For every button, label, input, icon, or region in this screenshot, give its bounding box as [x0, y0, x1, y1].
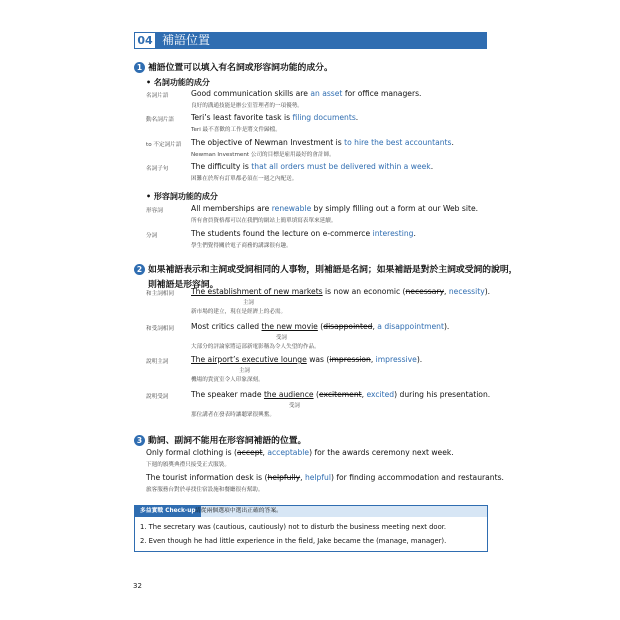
adj-example-sentence-start: All memberships are	[191, 204, 272, 213]
noun-example-sentence-end: .	[355, 113, 359, 122]
sentence-middle: (	[317, 322, 324, 331]
underlined-phrase: the audience	[263, 390, 314, 399]
rule-1-number: 1	[134, 62, 145, 73]
checkup-box	[134, 505, 488, 552]
rule-2-text-line2: 則補語是形容詞。	[148, 280, 219, 290]
noun-subheading: • 名詞功能的成分	[146, 78, 210, 87]
adj-example-complement: interesting	[372, 229, 414, 238]
adj-example-sentence-start: The students found the lecture on e-commerce	[191, 229, 373, 238]
noun-example-translation: Teri 最不喜歡的工作是將文件歸檔。	[191, 127, 281, 133]
rule-2-example-sentence	[191, 390, 490, 399]
sentence-middle: is now an economic (	[322, 287, 406, 296]
wrong-option: impression	[329, 355, 371, 364]
rule-3-number: 3	[134, 435, 145, 446]
rule-1-text: 補語位置可以填入有名詞或形容詞功能的成分。	[148, 63, 333, 73]
noun-example-complement: filing documents	[292, 113, 356, 122]
option-separator: ,	[300, 473, 305, 482]
rule-3-example-translation: 下週的頒獎典禮只接受正式服裝。	[146, 462, 230, 468]
option-separator: ,	[361, 390, 367, 399]
sentence-end: ) for the awards ceremony next week.	[309, 448, 454, 457]
noun-example-label: 名詞子句	[146, 166, 169, 172]
adj-example-sentence	[191, 204, 478, 213]
adj-example-label: 分詞	[146, 233, 158, 239]
sentence-start: Most critics called	[191, 322, 262, 331]
role-tag: 受詞	[276, 335, 287, 341]
sentence-end: ).	[443, 322, 450, 331]
role-tag: 主詞	[243, 300, 254, 306]
noun-example-label: 名詞片語	[146, 93, 169, 99]
noun-example-label: 動名詞片語	[146, 117, 174, 123]
correct-option: acceptable	[267, 448, 310, 457]
wrong-option: helpfully	[267, 473, 301, 482]
adj-example-label: 形容詞	[146, 208, 163, 214]
underlined-phrase: The airport’s executive lounge	[191, 355, 307, 364]
sentence-start: The tourist information desk is (	[146, 473, 268, 482]
underlined-phrase: The establishment of new markets	[191, 287, 323, 296]
noun-example-complement: to hire the best accountants	[344, 138, 452, 147]
checkup-instruction: 請從兩個選項中選出正確的答案。	[195, 508, 282, 514]
correct-option: helpful	[304, 473, 331, 482]
noun-example-label: to 不定詞片語	[146, 142, 182, 148]
checkup-question-1: 1. The secretary was (cautious, cautiously) not to disturb the business meeting next door.	[140, 523, 447, 531]
rule-2-example-label: 說明受詞	[146, 394, 169, 400]
option-separator: ,	[372, 322, 378, 331]
section-title: 補語位置	[162, 33, 211, 47]
correct-option: necessity	[448, 287, 485, 296]
correct-option: impressive	[375, 355, 417, 364]
correct-option: a disappointment	[377, 322, 444, 331]
rule-2-example-sentence	[191, 355, 422, 364]
option-separator: ,	[444, 287, 449, 296]
section-number: 04	[134, 32, 156, 49]
adj-example-sentence-end: .	[413, 229, 416, 238]
correct-option: excited	[366, 390, 395, 399]
rule-1-heading	[134, 60, 333, 73]
noun-example-sentence-start: Good communication skills are	[191, 89, 311, 98]
noun-example-translation: 困難在於所有訂單都必須在一週之內配送。	[191, 176, 298, 182]
wrong-option: necessary	[405, 287, 445, 296]
noun-example-sentence	[191, 162, 433, 171]
sentence-end: ) during his presentation.	[394, 390, 491, 399]
rule-2-text-line1: 如果補語表示和主詞或受詞相同的人事物，則補語是名詞；如果補語是對於主詞或受詞的說明，	[148, 265, 518, 275]
noun-example-sentence	[191, 113, 358, 122]
noun-example-sentence-end: .	[451, 138, 454, 147]
sentence-start: The speaker made	[191, 390, 264, 399]
page-number: 32	[133, 582, 142, 590]
adj-subheading: • 形容詞功能的成分	[146, 192, 218, 201]
sentence-end: ) for finding accommodation and restaurants.	[330, 473, 504, 482]
noun-example-sentence	[191, 89, 421, 98]
noun-example-sentence-end: .	[430, 162, 434, 171]
rule-2-example-label: 和受詞相同	[146, 326, 174, 332]
adj-example-sentence	[191, 229, 416, 238]
adj-example-translation: 所有會員資格都可以在我們的網站上簡單填寫表單來延續。	[191, 218, 337, 224]
sentence-start: Only formal clothing is (	[146, 448, 238, 457]
option-separator: ,	[262, 448, 268, 457]
sentence-middle: was (	[306, 355, 330, 364]
option-separator: ,	[370, 355, 376, 364]
rule-3-example-sentence	[146, 473, 504, 482]
rule-2-example-translation: 大部分的評論家將這部新電影稱為令人失望的作品。	[191, 344, 320, 350]
rule-3-example-sentence	[146, 448, 454, 457]
rule-2-number: 2	[134, 264, 145, 275]
wrong-option: accept	[237, 448, 263, 457]
wrong-option: excitement	[318, 390, 362, 399]
sentence-end: ).	[416, 355, 423, 364]
rule-2-example-sentence	[191, 322, 449, 331]
checkup-tag: 多益實戰 Check-up	[135, 506, 201, 517]
role-tag: 受詞	[289, 403, 300, 409]
noun-example-sentence-start: Teri’s least favorite task is	[191, 113, 293, 122]
rule-2-example-label: 說明主詞	[146, 359, 169, 365]
noun-example-translation: Newman Investment 公司的目標是雇用最好的會計師。	[191, 152, 335, 158]
adj-example-translation: 學生們覺得關於電子商務的講課很有趣。	[191, 243, 292, 249]
rule-3-heading	[134, 433, 306, 446]
rule-3-example-translation: 旅客服務台對於尋找住宿設施和餐廳很有幫助。	[146, 487, 264, 493]
noun-example-translation: 良好的溝通技能是辦公室管理者的一項優勢。	[191, 103, 303, 109]
noun-example-sentence-start: The difficulty is	[191, 162, 252, 171]
rule-2-example-sentence	[191, 287, 490, 296]
sentence-middle: (	[313, 390, 319, 399]
noun-example-sentence-end: for office managers.	[342, 89, 422, 98]
noun-example-sentence	[191, 138, 454, 147]
rule-2-example-translation: 那位講者在發表時讓聽眾很興奮。	[191, 412, 275, 418]
noun-example-complement: an asset	[310, 89, 343, 98]
sentence-end: ).	[484, 287, 491, 296]
checkup-question-2: 2. Even though he had little experience in the field, Jake became the (manage, manager).	[140, 537, 447, 545]
noun-example-sentence-start: The objective of Newman Investment is	[191, 138, 345, 147]
noun-example-complement: that all orders must be delivered within a week	[251, 162, 431, 171]
underlined-phrase: the new movie	[261, 322, 318, 331]
rule-2-example-translation: 新市場的建立，現在是經濟上的必需。	[191, 309, 287, 315]
rule-2-heading	[134, 262, 517, 290]
rule-2-example-translation: 機場的貴賓室令人印象深刻。	[191, 377, 264, 383]
adj-example-complement: renewable	[271, 204, 312, 213]
adj-example-sentence-end: by simply filling out a form at our Web site.	[311, 204, 479, 213]
rule-3-text: 動詞、副詞不能用在形容詞補語的位置。	[148, 436, 307, 446]
rule-2-example-label: 和主詞相同	[146, 291, 174, 297]
wrong-option: disappointed	[323, 322, 373, 331]
role-tag: 主詞	[239, 368, 250, 374]
